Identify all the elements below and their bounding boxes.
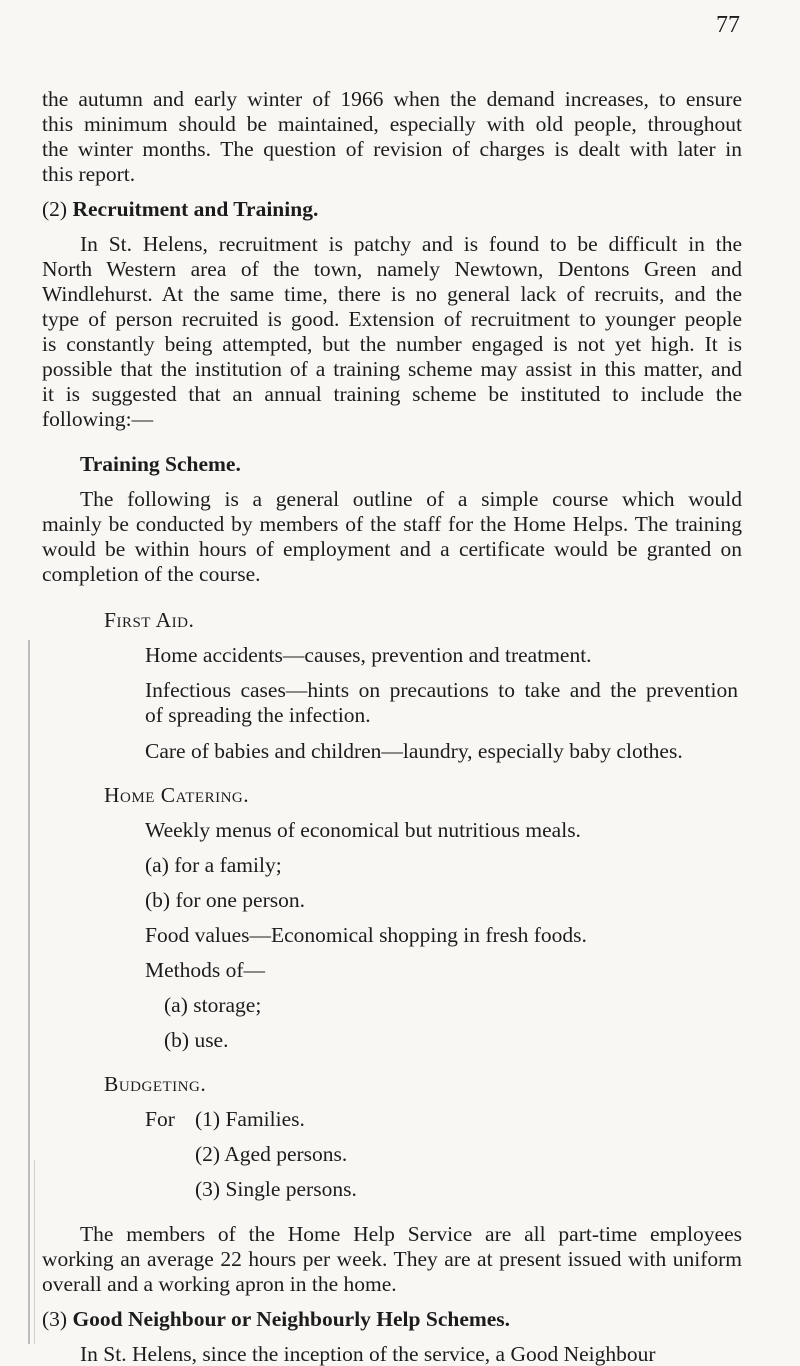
intro-line: the winter months. The question of revision of charges is dealt with later in [42,137,742,161]
topic-item: (b) use. [164,1028,229,1052]
topic-item: (a) storage; [164,993,262,1017]
paragraph-line: The members of the Home Help Service are all part-time employees [80,1222,742,1246]
section-number: (3) [42,1307,68,1331]
intro-line: this report. [42,162,136,186]
subsection-heading: Training Scheme. [80,452,241,476]
binding-shadow [28,640,30,1344]
paragraph-line: mainly be conducted by members of the staff for the Home Helps. The training [42,512,742,536]
topic-item: (b) for one person. [145,888,306,912]
topic-item: (a) for a family; [145,853,282,877]
section-title: Good Neighbour or Neighbourly Help Schemes. [72,1307,511,1331]
paragraph-line: Windlehurst. At the same time, there is no general lack of recruits, and the [42,282,742,306]
paragraph-line: type of person recruited is good. Extension of recruitment to younger people [42,307,742,331]
paragraph-line: it is suggested that an annual training scheme be instituted to include the [42,382,742,406]
section-heading [42,197,318,221]
intro-line: this minimum should be maintained, especially with old people, throughout [42,112,742,136]
paragraph-line: would be within hours of employment and a certificate would be granted on [42,537,742,561]
paragraph-line: is constantly being attempted, but the number engaged is not yet high. It is [42,332,742,356]
binding-shadow [34,1160,35,1344]
section-heading [42,1307,510,1331]
budget-item: (3) Single persons. [195,1177,357,1201]
topic-item: of spreading the infection. [145,703,371,727]
page-number: 77 [716,12,740,38]
topic-heading: Budgeting. [104,1072,207,1096]
paragraph-line: In St. Helens, recruitment is patchy and is found to be difficult in the [80,232,742,256]
budget-item: (2) Aged persons. [195,1142,348,1166]
topic-item: Methods of— [145,958,266,982]
budget-item: (1) Families. [195,1107,305,1131]
paragraph-line: working an average 22 hours per week. They are at present issued with uniform [42,1247,742,1271]
topic-item: Weekly menus of economical but nutritious meals. [145,818,581,842]
topic-heading: First Aid. [104,608,195,632]
topic-item: Infectious cases—hints on precautions to take and the prevention [145,678,738,702]
paragraph-line: The following is a general outline of a simple course which would [80,487,742,511]
paragraph-line: completion of the course. [42,562,261,586]
topic-item: Food values—Economical shopping in fresh foods. [145,923,587,947]
budget-for-label: For [145,1107,175,1131]
topic-item: Care of babies and children—laundry, especially baby clothes. [145,739,683,763]
paragraph-line: possible that the institution of a training scheme may assist in this matter, and [42,357,742,381]
paragraph-line: overall and a working apron in the home. [42,1272,397,1296]
topic-heading: Home Catering. [104,783,250,807]
paragraph-line: following:— [42,407,154,431]
intro-line: the autumn and early winter of 1966 when the demand increases, to ensure [42,87,742,111]
section-number: (2) [42,197,68,221]
section-title: Recruitment and Training. [72,197,319,221]
paragraph-line: In St. Helens, since the inception of the service, a Good Neighbour [80,1342,656,1366]
paragraph-line: North Western area of the town, namely Newtown, Dentons Green and [42,257,742,281]
topic-item: Home accidents—causes, prevention and treatment. [145,643,592,667]
